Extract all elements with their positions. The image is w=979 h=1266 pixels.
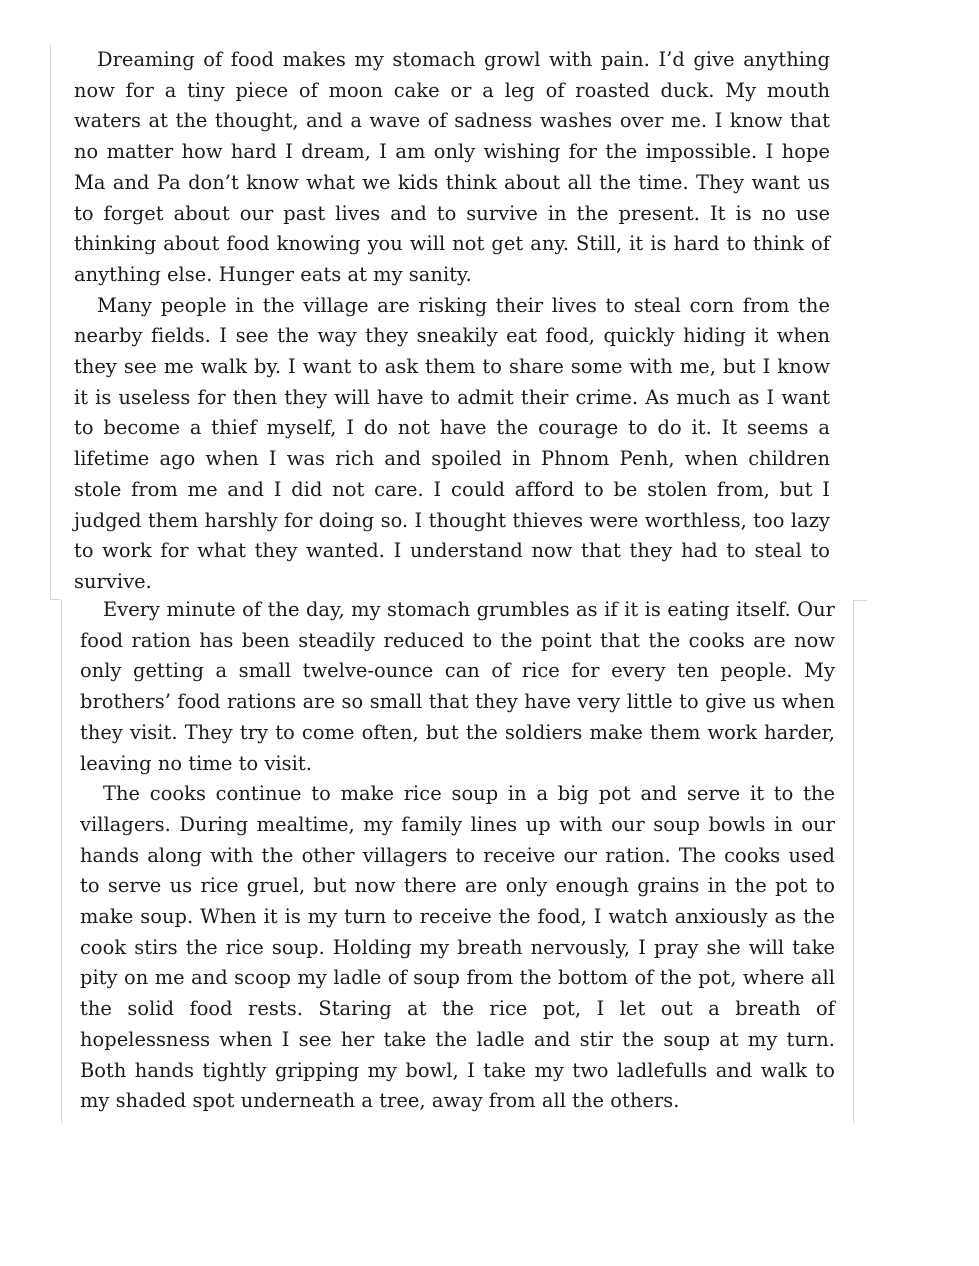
scan-frame-line xyxy=(50,44,51,600)
scan-frame-line xyxy=(61,600,62,1123)
paragraph: Every minute of the day, my stomach grumbles as if it is eating itself. Our food ration has been steadily reduced to the point that the cooks are now only getting a small twelve-ounce can of rice for every ten people. My brothers’ food rations are so small that they have very little to give us when they visit. They try to come often, but the soldiers make them work harder, leaving no time to visit. xyxy=(80,598,835,775)
paragraph: Dreaming of food makes my stomach growl with pain. I’d give anything now for a tiny piece of moon cake or a leg of roasted duck. My mouth waters at the thought, and a wave of sadness washes over me. I know that no matter how hard I dream, I am only wishing for the impossible. I hope Ma and Pa don’t know what we kids think about all the time. They want us to forget about our past lives and to survive in the present. It is no use thinking about food knowing you will not get any. Still, it is hard to think of anything else. Hunger eats at my sanity. xyxy=(74,48,830,286)
text-block-upper xyxy=(74,45,830,598)
scan-frame-line xyxy=(853,600,867,601)
scan-frame-line xyxy=(853,600,854,1123)
scan-frame-line xyxy=(50,599,60,600)
text-block-lower xyxy=(80,595,835,1117)
paragraph: Many people in the village are risking their lives to steal corn from the nearby fields. I see the way they sneakily eat food, quickly hiding it when they see me walk by. I want to ask them to share some with me, but I know it is useless for then they will have to admit their crime. As much as I want to become a thief myself, I do not have the courage to do it. It seems a lifetime ago when I was rich and spoiled in Phnom Penh, when children stole from me and I did not care. I could afford to be stolen from, but I judged them harshly for doing so. I thought thieves were worthless, too lazy to work for what they wanted. I understand now that they had to steal to survive. xyxy=(74,293,830,593)
paragraph: The cooks continue to make rice soup in a big pot and serve it to the villagers. During mealtime, my family lines up with our soup bowls in our hands along with the other villagers to receive our ration. The cooks used to serve us rice gruel, but now there are only enough grains in the pot to make soup. When it is my turn to receive the food, I watch anxiously as the cook stirs the rice soup. Holding my breath nervously, I pray she will take pity on me and scoop my ladle of soup from the bottom of the pot, where all the solid food rests. Staring at the rice pot, I let out a breath of hopelessness when I see her take the ladle and stir the soup at my turn. Both hands tightly gripping my bowl, I take my two ladlefulls and walk to my shaded spot underneath a tree, away from all the others. xyxy=(80,782,835,1113)
